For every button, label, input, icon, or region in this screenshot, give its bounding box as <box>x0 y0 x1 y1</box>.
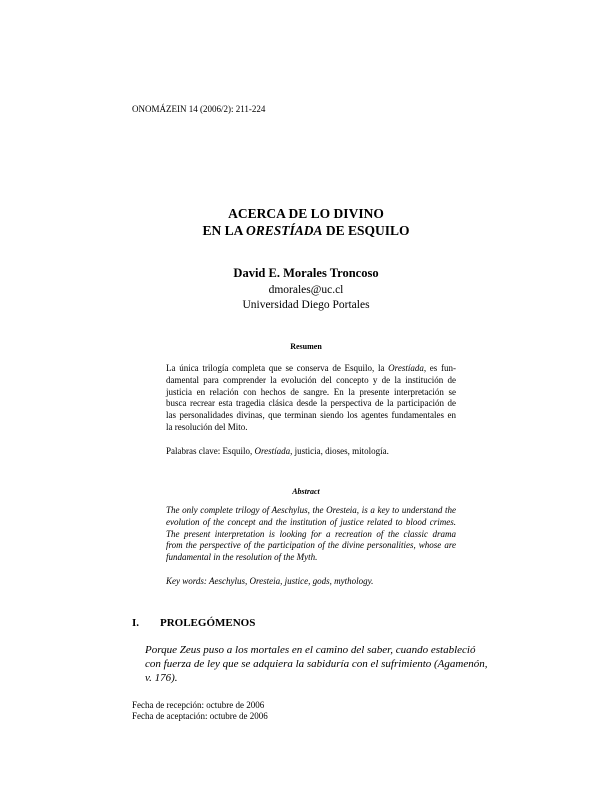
abstract-line: evolution of the concept and the institution of justice related to blood crimes. <box>166 516 456 527</box>
journal-reference: ONOMÁZEIN 14 (2006/2): 211-224 <box>132 104 266 114</box>
abstract-line: fundamental in the resolution of the Myth. <box>166 552 318 563</box>
resumen-line: busca recrear esta tragedia clásica desde la perspectiva de la participación de <box>166 398 456 409</box>
article-dates <box>132 700 268 722</box>
palabras-clave-text: Esquilo, <box>220 446 255 456</box>
key-words-text: Aeschylus, Oresteia, justice, gods, mythology. <box>206 576 374 586</box>
title-prefix: EN LA <box>202 223 246 238</box>
key-words-label: Key words: <box>166 576 207 586</box>
section-number: I. <box>132 617 140 629</box>
resumen-italic-work: Orestíada <box>388 363 424 373</box>
article-title-line-1: ACERCA DE LO DIVINO <box>228 206 384 221</box>
palabras-clave <box>166 446 389 456</box>
abstract-line: The only complete trilogy of Aeschylus, the Oresteia, is a key to understand the <box>166 505 456 515</box>
abstract-paragraph <box>166 505 456 564</box>
epigraph <box>145 643 488 685</box>
resumen-line: La única trilogía completa que se conserva de Esquilo, la Orestíada, es fun- <box>166 363 456 373</box>
epigraph-line: v. 176). <box>145 672 178 684</box>
key-words <box>166 576 373 586</box>
resumen-line: la resolución del Mito. <box>166 421 248 432</box>
palabras-clave-italic: Orestíada <box>254 446 291 456</box>
palabras-clave-label: Palabras clave: <box>166 446 221 456</box>
author-email: dmorales@uc.cl <box>268 284 344 296</box>
abstract-line: The present interpretation is looking for a recreation of the classic drama <box>166 528 456 539</box>
resumen-line: justicia en relación con hechos de sangre. En la presente interpretación se <box>166 386 456 397</box>
resumen-line: las personalidades divinas, que terminan siendo los agentes fundamentales en <box>166 410 456 421</box>
section-heading <box>132 617 255 629</box>
resumen-paragraph <box>166 363 456 434</box>
abstract-heading: Abstract <box>292 487 320 496</box>
date-accepted: Fecha de aceptación: octubre de 2006 <box>132 711 268 721</box>
resumen-line: damental para comprender la evolución del concepto y de la institución de <box>166 374 456 385</box>
author-name: David E. Morales Troncoso <box>233 266 379 280</box>
resumen-heading: Resumen <box>290 342 322 351</box>
article-title-line-2 <box>0 222 612 239</box>
date-received: Fecha de recepción: octubre de 2006 <box>132 700 265 710</box>
epigraph-line: con fuerza de ley que se adquiera la sabiduría con el sufrimiento (Agamenón, <box>145 658 488 670</box>
epigraph-line: Porque Zeus puso a los mortales en el camino del saber, cuando estableció <box>145 644 476 656</box>
title-italic-work: ORESTÍADA <box>245 223 323 238</box>
title-suffix: DE ESQUILO <box>322 223 410 238</box>
palabras-clave-text-end: , justicia, dioses, mitología. <box>290 446 389 456</box>
author-affiliation: Universidad Diego Portales <box>242 299 370 311</box>
abstract-line: from the perspective of the participation of the divine personalities, whose are <box>166 540 456 551</box>
section-title: PROLEGÓMENOS <box>160 617 256 629</box>
